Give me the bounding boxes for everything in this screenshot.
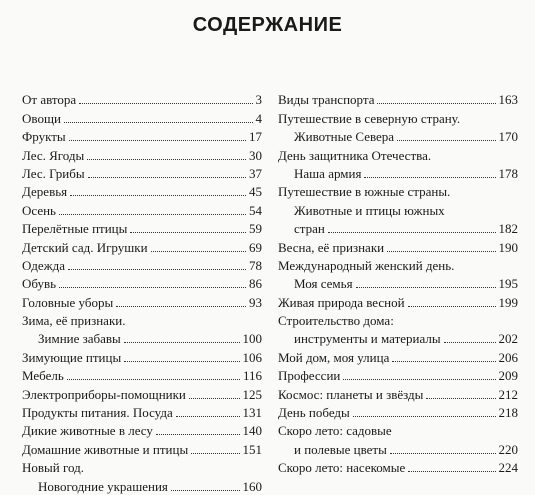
toc-entry-label: Профессии <box>278 368 341 384</box>
leader-dots <box>328 232 496 233</box>
leader-dots <box>69 140 246 141</box>
toc-entry-label: Продукты питания. Посуда <box>22 405 173 421</box>
leader-dots <box>88 177 246 178</box>
toc-entry-label: Наша армия <box>294 165 362 181</box>
leader-dots <box>377 103 495 104</box>
toc-entry <box>22 145 262 163</box>
toc-entry-label: Перелётные птицы <box>22 221 128 237</box>
toc-entry-page: 100 <box>242 331 262 347</box>
toc-entry <box>22 274 262 292</box>
toc-entry-page: 3 <box>255 92 262 108</box>
leader-dots <box>64 122 253 123</box>
toc-entry-page: 195 <box>498 276 518 292</box>
toc-entry-label: Скоро лето: насекомые <box>278 460 406 476</box>
leader-dots <box>156 434 240 435</box>
toc-entry-label: Мой дом, моя улица <box>278 349 390 365</box>
toc-entry <box>22 108 262 126</box>
toc-entry-page: 160 <box>242 478 262 494</box>
toc-entry-page: 4 <box>255 110 262 126</box>
toc-entry-page: 116 <box>242 368 262 384</box>
toc-entry <box>278 384 518 402</box>
toc-entry-label: Одежда <box>22 257 65 273</box>
toc-entry <box>278 164 518 182</box>
toc-entry-page: 178 <box>498 165 518 181</box>
toc-entry <box>22 421 262 439</box>
toc-entry-label: Зимние забавы <box>38 331 121 347</box>
toc-entry <box>278 274 518 292</box>
toc-entry <box>22 458 262 476</box>
toc-entry-label: День победы <box>278 405 350 421</box>
toc-entry-label: Осень <box>22 202 56 218</box>
page-title: СОДЕРЖАНИЕ <box>192 14 343 36</box>
toc-entry-page: 170 <box>498 129 518 145</box>
toc-entry <box>22 439 262 457</box>
toc-entry-page: 131 <box>242 405 262 421</box>
toc-entry <box>22 329 262 347</box>
leader-dots <box>79 103 252 104</box>
toc-entry-label: Головные уборы <box>22 294 114 310</box>
toc-entry-page: 106 <box>242 349 262 365</box>
toc-entry <box>22 182 262 200</box>
toc-entry <box>278 256 518 274</box>
toc-entry-page: 69 <box>249 239 262 255</box>
toc-entry-page: 93 <box>249 294 262 310</box>
toc-entry-page: 182 <box>498 221 518 237</box>
toc-entry-label: Мебель <box>22 368 64 384</box>
toc-entry-label: Живая природа весной <box>278 294 405 310</box>
toc-entry-label: Новый год. <box>22 460 84 476</box>
toc-entry <box>22 164 262 182</box>
toc-entry <box>22 347 262 365</box>
toc-entry-label: Путешествие в северную страну. <box>278 110 461 126</box>
toc-entry-label: Лес. Ягоды <box>22 147 85 163</box>
leader-dots <box>392 361 495 362</box>
toc-entry <box>22 127 262 145</box>
toc-entry <box>278 219 518 237</box>
leader-dots <box>68 269 246 270</box>
toc-entry-page: 125 <box>242 386 262 402</box>
toc-entry-page: 54 <box>249 202 262 218</box>
toc-entry-page: 17 <box>249 129 262 145</box>
toc-entry-page: 202 <box>498 331 518 347</box>
leader-dots <box>151 251 246 252</box>
toc-entry-label: Фрукты <box>22 129 66 145</box>
toc-entry-label: Электроприборы-помощники <box>22 386 186 402</box>
leader-dots <box>130 232 246 233</box>
toc-entry-label: Космос: планеты и звёзды <box>278 386 424 402</box>
toc-entry-label: Строительство дома: <box>278 313 394 329</box>
toc-entry <box>22 200 262 218</box>
leader-dots <box>387 251 495 252</box>
leader-dots <box>343 379 495 380</box>
toc-entry-label: От автора <box>22 92 77 108</box>
toc-entry <box>278 458 518 476</box>
leader-dots <box>59 214 246 215</box>
leader-dots <box>408 306 496 307</box>
leader-dots <box>356 287 496 288</box>
leader-dots <box>87 159 246 160</box>
toc-entry-page: 78 <box>249 257 262 273</box>
toc-entry <box>278 329 518 347</box>
toc-entry-label: Путешествие в южные страны. <box>278 184 451 200</box>
toc-entry <box>22 219 262 237</box>
leader-dots <box>70 195 246 196</box>
leader-dots <box>353 416 496 417</box>
toc-entry-label: Животные Севера <box>294 129 395 145</box>
toc-entry-page: 86 <box>249 276 262 292</box>
toc-entry <box>278 292 518 310</box>
leader-dots <box>364 177 495 178</box>
leader-dots <box>116 306 246 307</box>
toc-entry-page: 212 <box>498 386 518 402</box>
toc-entry <box>278 421 518 439</box>
leader-dots <box>426 398 495 399</box>
toc-entry <box>278 439 518 457</box>
toc-entry <box>278 311 518 329</box>
leader-dots <box>390 453 496 454</box>
toc-entry-label: Детский сад. Игрушки <box>22 239 148 255</box>
toc-entry-page: 206 <box>498 349 518 365</box>
leader-dots <box>189 398 240 399</box>
toc-entry <box>22 237 262 255</box>
toc-entry <box>22 366 262 384</box>
toc-entry-page: 218 <box>498 405 518 421</box>
toc-entry-page: 30 <box>249 147 262 163</box>
toc-entry-label: Зимующие птицы <box>22 349 122 365</box>
leader-dots <box>397 140 495 141</box>
toc-entry <box>278 90 518 108</box>
toc-entry <box>22 476 262 494</box>
toc-entry-label: Овощи <box>22 110 61 126</box>
toc-entry-page: 209 <box>498 368 518 384</box>
toc-entry-page: 45 <box>249 184 262 200</box>
toc-entry-page: 199 <box>498 294 518 310</box>
toc-entry-label: и полевые цветы <box>294 441 387 457</box>
toc-entry-label: День защитника Отечества. <box>278 147 432 163</box>
toc-entry-label: Виды транспорта <box>278 92 375 108</box>
toc-entry <box>22 292 262 310</box>
toc-entry-label: Дикие животные в лесу <box>22 423 153 439</box>
toc-entry-page: 37 <box>249 165 262 181</box>
toc-entry <box>278 182 518 200</box>
toc-entry-page: 151 <box>242 441 262 457</box>
toc-entry-label: Обувь <box>22 276 57 292</box>
toc-entry-label: Моя семья <box>294 276 353 292</box>
leader-dots <box>191 453 239 454</box>
leader-dots <box>408 471 495 472</box>
toc-entry-label: Скоро лето: садовые <box>278 423 392 439</box>
toc-entry <box>278 200 518 218</box>
toc-entry <box>22 384 262 402</box>
toc-entry-label: Весна, её признаки <box>278 239 385 255</box>
toc-entry <box>278 403 518 421</box>
toc-entry-label: Международный женский день. <box>278 257 455 273</box>
leader-dots <box>171 490 240 491</box>
toc-entry-page: 190 <box>498 239 518 255</box>
toc-entry-label: Домашние животные и птицы <box>22 441 189 457</box>
toc-entry-page: 220 <box>498 441 518 457</box>
leader-dots <box>67 379 240 380</box>
toc-entry-label: стран <box>294 221 325 237</box>
toc-entry <box>22 403 262 421</box>
toc-entry <box>22 90 262 108</box>
toc-entry <box>278 145 518 163</box>
toc-column-left <box>22 90 262 495</box>
toc-entry-label: Зима, её признаки. <box>22 313 126 329</box>
toc-entry-page: 140 <box>242 423 262 439</box>
leader-dots <box>124 361 239 362</box>
toc-entry <box>278 108 518 126</box>
toc-entry-label: Животные и птицы южных <box>294 202 445 218</box>
leader-dots <box>176 416 240 417</box>
toc-entry <box>278 366 518 384</box>
toc-entry-page: 163 <box>498 92 518 108</box>
toc-entry-label: инструменты и материалы <box>294 331 441 347</box>
toc-column-right <box>278 90 518 476</box>
toc-entry-label: Деревья <box>22 184 68 200</box>
toc-entry-label: Новогодние украшения <box>38 478 168 494</box>
toc-entry-label: Лес. Грибы <box>22 165 85 181</box>
toc-entry-page: 59 <box>249 221 262 237</box>
toc-entry <box>278 127 518 145</box>
toc-entry-page: 224 <box>498 460 518 476</box>
leader-dots <box>124 342 240 343</box>
toc-entry <box>22 256 262 274</box>
toc-entry <box>22 311 262 329</box>
toc-entry <box>278 237 518 255</box>
toc-entry <box>278 347 518 365</box>
leader-dots <box>444 342 496 343</box>
leader-dots <box>59 287 246 288</box>
